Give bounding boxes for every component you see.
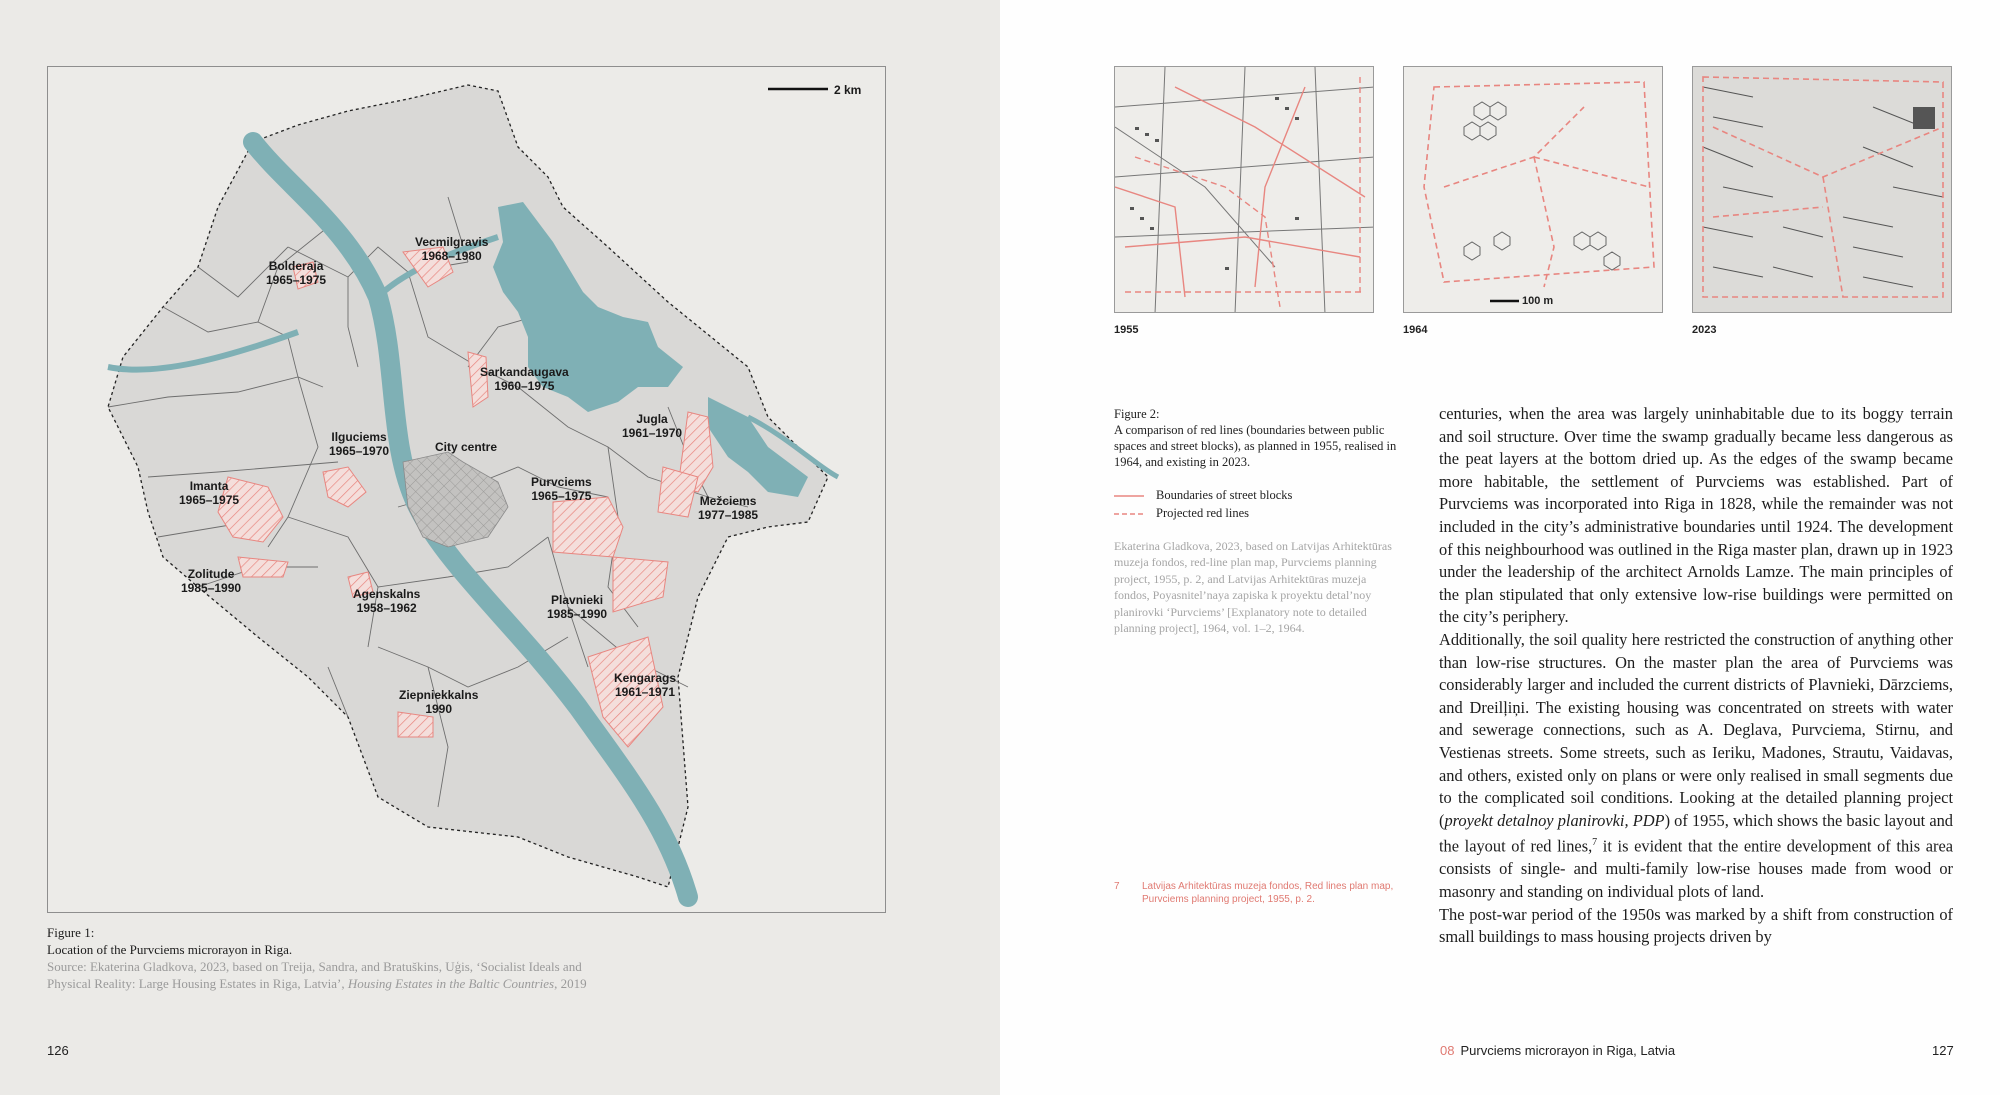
footnote-7 — [1114, 880, 1404, 906]
map-label-bolderaja: Bolderaja 1965–1975 — [266, 259, 327, 287]
scale-label: 2 km — [834, 83, 862, 97]
chapter-title: Purvciems microrayon in Riga, Latvia — [1460, 1043, 1676, 1058]
thumbnail-2023 — [1692, 66, 1952, 313]
map-label-ziepniekkalns: Ziepniekkalns 1990 — [399, 688, 479, 716]
body-paragraph-2: Additionally, the soil quality here restricted the construction of anything other than low-rise structures. On the master plan the area of Purvciems was considerably larger and included the current districts of Plavnieki, Dārzciems, and Dreilļiņi. The existing housing was concentrated on streets with water and sewerage connections, such as A. Deglava, Purvciema, Stirnu, and Vestienas streets. Some streets, such as Ieriku, Madones, Strautu, Vaidavas, and others, existed only on plans or were only realised in small segments due to the complicated soil conditions. Looking at the detailed planning project (proyekt detalnoy planirovki, PDP) of 1955, which shows the basic layout and the layout of red lines,$^7$ it is evident that the entire development of this area consists of single- and multi-family low-rise houses made from wood or masonry and standing on individual plots of land. — [1439, 629, 1953, 901]
map-label-kengarags: Kengarags 1961–1971 — [614, 671, 677, 699]
chapter-number: 08 — [1440, 1043, 1455, 1058]
year-label-1955: 1955 — [1114, 324, 1139, 336]
year-label-1964: 1964 — [1403, 324, 1428, 336]
figure1-source-line1: Source: Ekaterina Gladkova, 2023, based on Treija, Sandra, and Bratuškins, Uģis, ‘Socialist Ideals and — [47, 959, 582, 974]
scale-label-100m: 100 m — [1522, 295, 1554, 307]
legend-projected: Projected red lines — [1114, 506, 1249, 521]
plan-1964-graphic — [1404, 67, 1663, 313]
footnote-number: 7 — [1114, 881, 1120, 892]
body-paragraph-1: centuries, when the area was largely uninhabitable due to its boggy terrain and soil structure. Over time the swamp gradually became less dangerous as the peat layers at the bottom dried up. As the edges of the swamp became more habitable, the settlement of Purvciems was established. Part of Purvciems was incorporated into Riga in 1828, while the remainder was not included in the city’s administrative boundaries until 1924. The development of this neighbourhood was outlined in the Riga master plan, drawn up in 1923 under the leadership of the architect Arnolds Lamze. The main principles of the plan stipulated that only extensive low-rise buildings were permitted on the city’s periphery. — [1439, 404, 1953, 627]
map-label-vecmilgravis: Vecmilgravis 1968–1980 — [415, 235, 489, 263]
figure1-source-line2: Physical Reality: Large Housing Estates in Riga, Latvia’, Housing Estates in the Baltic Countries, 2019 — [47, 976, 587, 991]
figure2-source: Ekaterina Gladkova, 2023, based on Latvijas Arhitektūras muzeja fondos, red-line plan map, Purvciems planning project, 1955, p. 2, and Latvijas Arhitektūras muzeja fondos, Poyasnitel’naya zapiska k proyektu detal’noy planirovki ‘Purvciems’ [Explanatory note to detailed planning project], 1964, vol. 1–2, 1964. — [1114, 539, 1392, 636]
year-label-2023: 2023 — [1692, 324, 1717, 336]
figure1-label: Figure 1: — [47, 925, 95, 940]
plan-2023-graphic — [1693, 67, 1952, 313]
map-label-sarkandaugava: Sarkandaugava 1960–1975 — [480, 365, 569, 393]
map-label-mezciems: Mežciems 1977–1985 — [698, 494, 759, 522]
thumbnail-1955 — [1114, 66, 1374, 313]
legend-dashed-line — [1114, 511, 1144, 517]
map-label-purvciems: Purvciems 1965–1975 — [531, 475, 592, 503]
body-text — [1439, 403, 1953, 949]
map-label-plavnieki: Plavnieki 1985–1990 — [547, 593, 608, 621]
legend-solid-line — [1114, 493, 1144, 499]
map-label-zolitude: Zolitude 1985–1990 — [181, 567, 242, 595]
figure2-caption — [1114, 406, 1404, 470]
map-label-imanta: Imanta 1965–1975 — [179, 479, 240, 507]
body-paragraph-3: The post-war period of the 1950s was marked by a shift from construction of small buildings to mass housing projects driven by — [1439, 904, 1953, 947]
running-head — [1440, 1043, 1675, 1058]
thumbnail-1964 — [1403, 66, 1663, 313]
map-label-ilguciems: Ilguciems 1965–1970 — [329, 430, 390, 458]
figure1-title: Location of the Purvciems microrayon in Riga. — [47, 942, 293, 957]
map-label-agenskalns: Agenskalns 1958–1962 — [353, 587, 421, 615]
map-label-jugla: Jugla 1961–1970 — [622, 412, 683, 440]
legend-boundaries: Boundaries of street blocks — [1114, 488, 1292, 503]
page-number-left: 126 — [47, 1043, 69, 1058]
plan-1955-graphic — [1115, 67, 1374, 313]
page-number-right: 127 — [1932, 1043, 1954, 1058]
riga-map-graphic — [48, 67, 886, 913]
map-label-city-centre: City centre — [435, 440, 498, 454]
figure2-text: A comparison of red lines (boundaries between public spaces and street blocks), as planned in 1955, realised in 1964, and existing in 2023. — [1114, 423, 1397, 469]
figure1-caption — [47, 924, 747, 992]
figure2-label: Figure 2: — [1114, 407, 1160, 421]
riga-map — [47, 66, 886, 913]
footnote-text: Latvijas Arhitektūras muzeja fondos, Red lines plan map, Purvciems planning project, 1955, p. 2. — [1142, 881, 1394, 905]
